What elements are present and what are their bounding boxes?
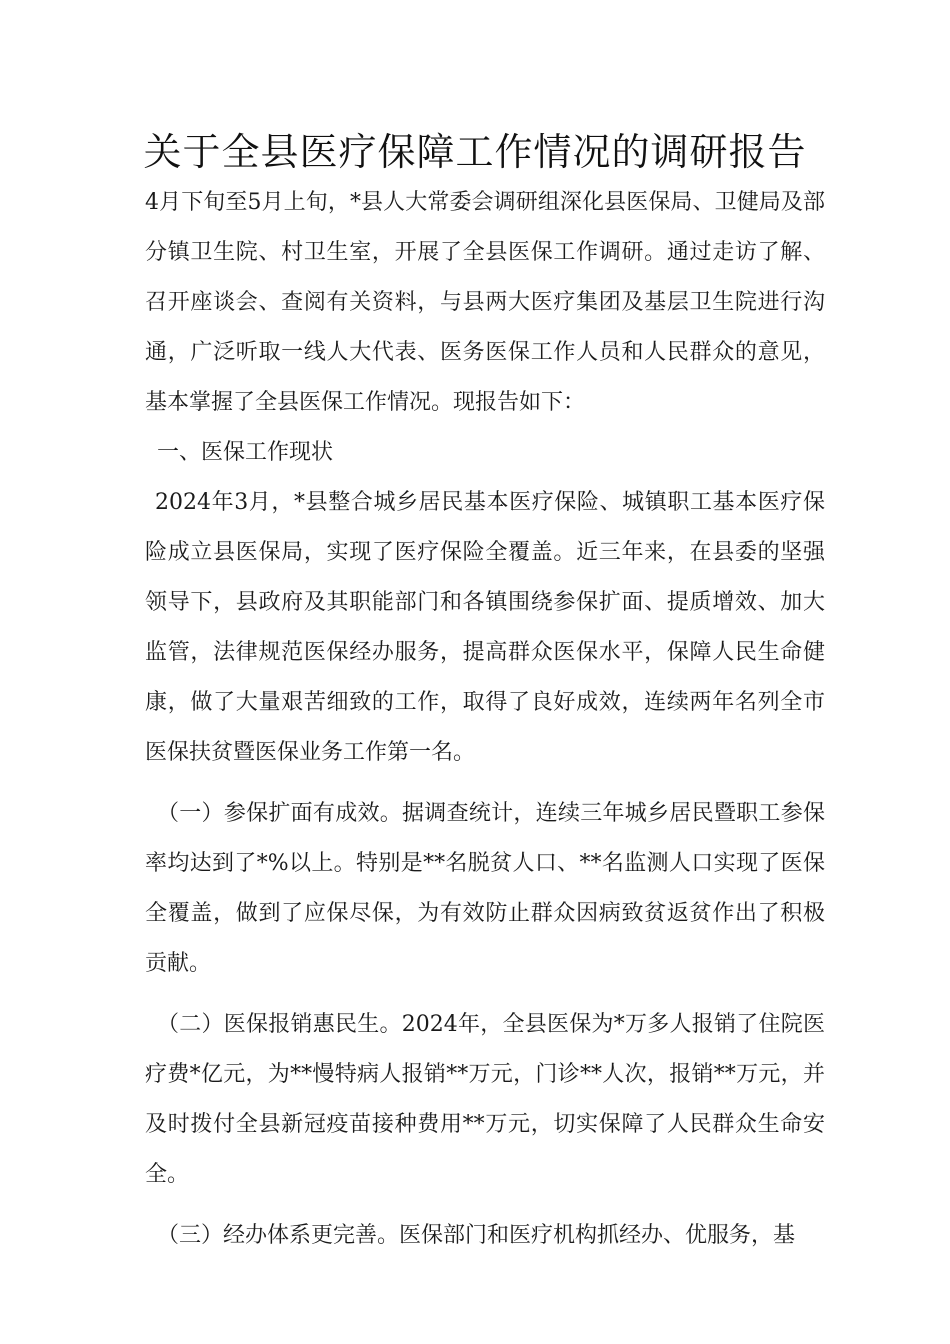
section-heading: 一、医保工作现状: [157, 440, 334, 465]
list-item: （二）医保报销惠民生。2024年，全县医保为*万多人报销了住院医疗费*亿元，为**慢特病人报销**万元，门诊**人次，报销**万元，并及时拨付全县新冠疫苗接种费用**万元，切实保障了人民群众生命安全。: [145, 1012, 825, 1187]
intro-paragraph: 4月下旬至5月上旬，*县人大常委会调研组深化县医保局、卫健局及部分镇卫生院、村卫生室，开展了全县医保工作调研。通过走访了解、召开座谈会、查阅有关资料，与县两大医疗集团及基层卫生院进行沟通，广泛听取一线人大代表、医务医保工作人员和人民群众的意见，基本掌握了全县医保工作情况。现报告如下：: [145, 190, 825, 415]
list-item: （三）经办体系更完善。医保部门和医疗机构抓经办、优服务，基: [157, 1223, 796, 1248]
section-paragraph: 2024年3月，*县整合城乡居民基本医疗保险、城镇职工基本医疗保险成立县医保局，实现了医疗保险全覆盖。近三年来，在县委的坚强领导下，县政府及其职能部门和各镇围绕参保扩面、提质增效、加大监管，法律规范医保经办服务，提高群众医保水平，保障人民生命健康，做了大量艰苦细致的工作，取得了良好成效，连续两年名列全市医保扶贫暨医保业务工作第一名。: [145, 490, 825, 765]
list-item: （一）参保扩面有成效。据调查统计，连续三年城乡居民暨职工参保率均达到了*%以上。特别是**名脱贫人口、**名监测人口实现了医保全覆盖，做到了应保尽保，为有效防止群众因病致贫返贫作出了积极贡献。: [145, 801, 825, 976]
document-title: 关于全县医疗保障工作情况的调研报告: [143, 130, 807, 174]
document-body: [145, 178, 825, 1261]
